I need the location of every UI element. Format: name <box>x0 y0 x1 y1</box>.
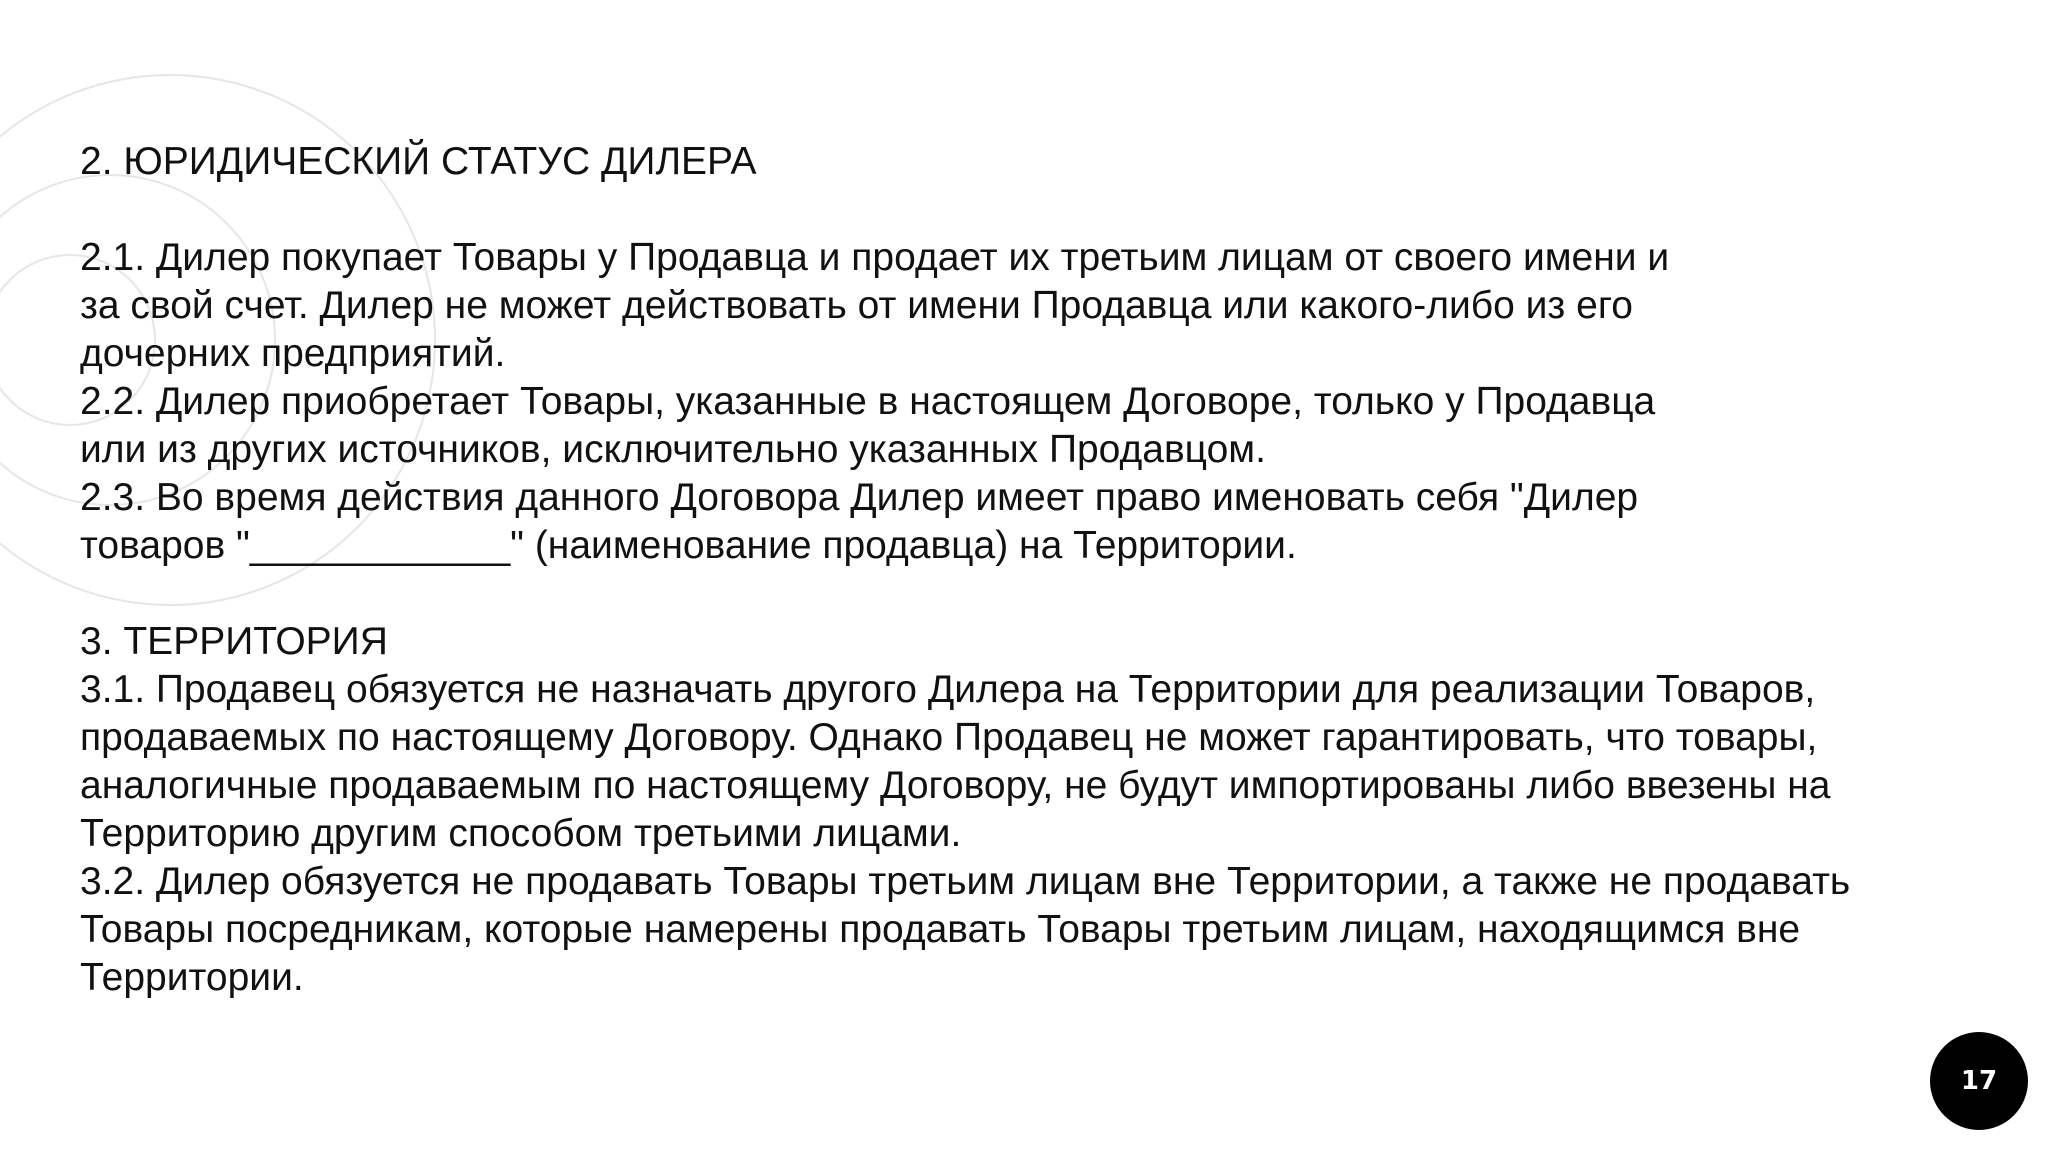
clause-2-1-line-1: 2.1. Дилер покупает Товары у Продавца и продает их третьим лицам от своего имени и <box>80 236 1670 279</box>
section-3-heading: 3. ТЕРРИТОРИЯ <box>80 620 388 663</box>
clause-2-3-line-2: товаров "____________" (наименование продавца) на Территории. <box>80 524 1297 567</box>
clause-2-1-line-2: за свой счет. Дилер не может действовать от имени Продавца или какого-либо из его <box>80 284 1633 327</box>
clause-3-1-line-1: 3.1. Продавец обязуется не назначать другого Дилера на Территории для реализации Товаров, <box>80 668 1816 711</box>
clause-2-2-line-1: 2.2. Дилер приобретает Товары, указанные в настоящем Договоре, только у Продавца <box>80 380 1656 423</box>
clause-2-1-line-3: дочерних предприятий. <box>80 332 506 375</box>
clause-3-1-line-4: Территорию другим способом третьими лицами. <box>80 812 962 855</box>
clause-3-1-line-3: аналогичные продаваемым по настоящему Договору, не будут импортированы либо ввезены на <box>80 764 1831 807</box>
section-2-heading: 2. ЮРИДИЧЕСКИЙ СТАТУС ДИЛЕРА <box>80 140 757 183</box>
paragraph-gap <box>80 186 1960 234</box>
clause-2-3-line-1: 2.3. Во время действия данного Договора Дилер имеет право именовать себя "Дилер <box>80 476 1639 519</box>
clause-2-2-line-2: или из других источников, исключительно указанных Продавцом. <box>80 428 1266 471</box>
clause-3-2-line-1: 3.2. Дилер обязуется не продавать Товары третьим лицам вне Территории, а также не продавать <box>80 860 1851 903</box>
clause-3-1-line-2: продаваемых по настоящему Договору. Однако Продавец не может гарантировать, что товары, <box>80 716 1818 759</box>
clause-3-2-line-2: Товары посредникам, которые намерены продавать Товары третьим лицам, находящимся вне <box>80 908 1801 951</box>
document-body <box>80 138 1960 1002</box>
clause-3-2-line-3: Территории. <box>80 956 304 999</box>
page-number-badge: 17 <box>1930 1032 2028 1130</box>
paragraph-gap <box>80 570 1960 618</box>
